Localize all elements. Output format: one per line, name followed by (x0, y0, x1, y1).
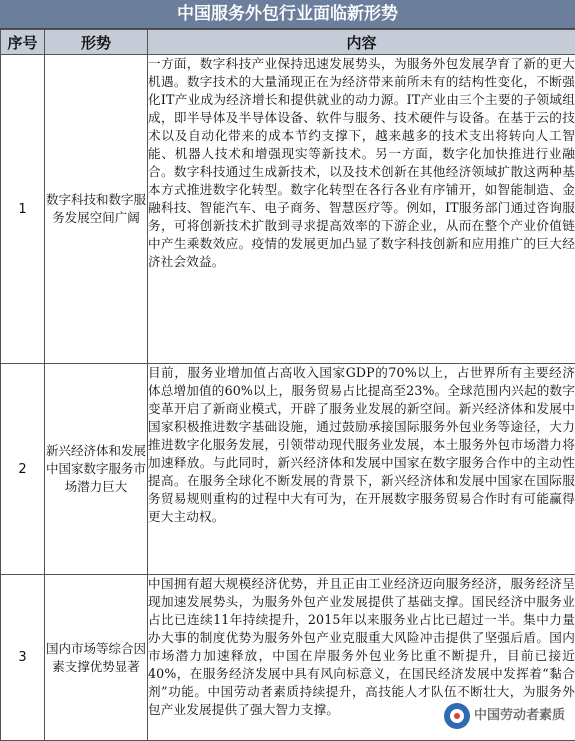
row-content: 一方面，数字科技产业保持迅速发展势头，为服务外包发展孕育了新的更大机遇。数字技术的大量涌现正在为经济带来前所未有的结构性变化，不断强化IT产业成为经济增长和提供就业的动力源。IT产业由三个主要的子领域组成，即半导体及半导体设备、软件与服务、技术硬件与设备。在基于云的技术以及自动化带来的成本节约支撑下，越来越多的技术支出将转向人工智能、机器人技术和增强现实等新技术。另一方面，数字化加快推进行业融合。数字科技通过生成新技术，以及技术创新在其他经济领域扩散这两种基本方式推进数字化转型。数字化转型在各行各业有序铺开，如智能制造、金融科技、智能汽车、电子商务、智慧医疗等。例如，IT服务部门通过咨询服务，可将创新技术扩散到寻求提高效率的下游企业，从而在整个产业价值链中产生乘数效应。疫情的发展更加凸显了数字科技创新和应用推广的巨大经济社会效益。 (148, 55, 575, 360)
row-content: 目前，服务业增加值占高收入国家GDP的70%以上，占世界所有主要经济体总增加值的60%以上，服务贸易占比提高至23%。全球范围内兴起的数字变革开启了新商业模式，开辟了服务业发展的新空间。新兴经济体和发展中国家积极推进数字基础设施，通过鼓励承接国际服务外包业务等途径，大力推进数字化服务发展，引领带动现代服务业发展，本土服务外包市场潜力将加速释放。与此同时，新兴经济体和发展中国家在数字服务合作中的主动性提高。在服务全球化不断发展的背景下，新兴经济体和发展中国家在国际服务贸易规则重构的过程中大有可为，在开展数字服务贸易合作时有可能赢得更大主动权。 (148, 364, 575, 571)
watermark-logo-icon (444, 703, 470, 729)
table-row (1, 364, 575, 575)
table-title: 中国服务外包行业面临新形势 (0, 0, 575, 29)
row-num: 2 (1, 364, 45, 575)
header-num: 序号 (1, 30, 45, 55)
row-content: 中国拥有超大规模经济优势，并且正由工业经济迈向服务经济，服务经济呈现加速发展势头，为服务外包产业发展提供了基础支撑。国民经济中服务业占比已连续11年持续提升，2015年以来服务业占比已超过一半。集中力量办大事的制度优势为服务外包产业克服重大风险冲击提供了坚强后盾。国内市场潜力加速释放，中国在岸服务外包业务比重不断提升，目前已接近40%，在服务经济发展中具有风向标意义，在国民经济发展中发挥着“黏合剂”功能。中国劳动者素质持续提升，高技能人才队伍不断壮大，为服务外包产业发展提供了强大智力支撑。 (148, 575, 575, 737)
trend-table (0, 29, 575, 741)
row-num: 3 (1, 575, 45, 741)
watermark (440, 701, 569, 731)
watermark-name: 中国劳动者素质 (474, 709, 565, 723)
row-num: 1 (1, 55, 45, 364)
row-trend: 新兴经济体和发展中国家数字服务市场潜力巨大 (45, 364, 148, 575)
header-trend: 形势 (45, 30, 148, 55)
header-content: 内容 (148, 30, 575, 55)
row-content-cell (148, 364, 575, 575)
header-row (1, 30, 575, 55)
row-trend: 数字科技和数字服务发展空间广阔 (45, 55, 148, 364)
row-content-cell (148, 55, 575, 364)
row-trend: 国内市场等综合因素支撑优势显著 (45, 575, 148, 741)
table-row (1, 55, 575, 364)
